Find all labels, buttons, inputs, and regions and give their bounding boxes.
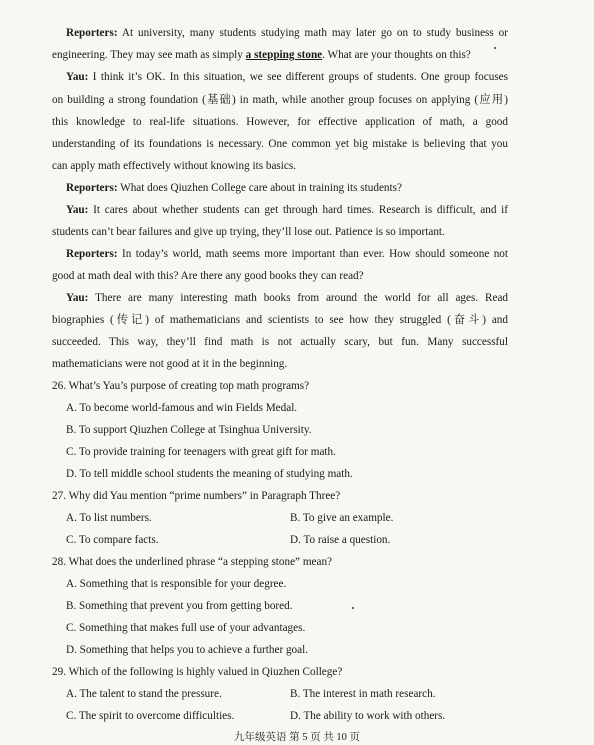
answer-option[interactable]: D. The ability to work with others. — [290, 710, 446, 722]
paragraph-line — [66, 204, 508, 217]
paragraph-line: students can’t bear failures and give up trying, they’ll lose out. Patience is so important. — [52, 226, 445, 238]
speaker-label: Reporters: — [66, 27, 118, 39]
answer-option[interactable]: A. The talent to stand the pressure. — [66, 688, 222, 700]
paragraph-text: At university, many students studying math may later go on to study business or — [117, 27, 508, 39]
answer-option[interactable]: B. To support Qiuzhen College at Tsinghua University. — [66, 424, 312, 436]
paragraph-line — [66, 248, 508, 261]
answer-option[interactable]: C. To provide training for teenagers with great gift for math. — [66, 446, 336, 458]
paragraph-text: In today’s world, math seems more important than ever. How should someone not — [117, 248, 508, 260]
paragraph-line: good at math deal with this? Are there any good books they can read? — [52, 270, 364, 282]
question-stem: 28. What does the underlined phrase “a stepping stone” mean? — [52, 556, 333, 568]
paragraph-line — [66, 182, 508, 195]
speaker-label: Yau: — [66, 292, 89, 304]
answer-option[interactable]: B. Something that prevent you from getting bored. — [66, 600, 293, 612]
paragraph-line: biographies (传记) of mathematicians and scientists to see how they struggled (奋斗) and — [52, 314, 508, 326]
answer-option[interactable]: C. The spirit to overcome difficulties. — [66, 710, 235, 722]
paragraph-line: can apply math effectively without knowing its basics. — [52, 160, 296, 172]
answer-option-row — [66, 512, 508, 525]
answer-option[interactable]: D. Something that helps you to achieve a further goal. — [66, 644, 309, 656]
answer-option[interactable]: C. Something that makes full use of your advantages. — [66, 622, 306, 634]
paragraph-line: succeeded. This way, they’ll find math is not actually scary, but fun. Many successful — [52, 336, 508, 348]
paragraph-text: I think it’s OK. In this situation, we see different groups of students. One group focuses — [88, 71, 508, 83]
page-footer: 九年级英语 第 5 页 共 10 页 — [234, 732, 360, 743]
answer-option[interactable]: D. To raise a question. — [290, 534, 391, 546]
speaker-label: Reporters: — [66, 248, 118, 260]
paragraph-line — [66, 27, 508, 40]
answer-option[interactable]: A. To become world-famous and win Fields Medal. — [66, 402, 298, 414]
speaker-label: Yau: — [66, 204, 89, 216]
answer-option[interactable]: B. To give an example. — [290, 512, 394, 524]
scan-speck — [352, 607, 354, 609]
answer-option-row — [66, 710, 508, 723]
paragraph-text: . What are your thoughts on this? — [322, 49, 471, 61]
answer-option[interactable]: D. To tell middle school students the meaning of studying math. — [66, 468, 353, 480]
paragraph-line — [52, 49, 508, 62]
answer-option[interactable]: A. To list numbers. — [66, 512, 152, 524]
speaker-label: Yau: — [66, 71, 89, 83]
paragraph-text: There are many interesting math books from around the world for all ages. Read — [88, 292, 508, 304]
paragraph-line: on building a strong foundation (基础) in math, while another group focuses on applying (应用) — [52, 94, 508, 106]
answer-option-row — [66, 534, 508, 547]
paragraph-line: mathematicians were not good at it in the beginning. — [52, 358, 288, 370]
scan-speck — [494, 47, 496, 49]
question-stem: 27. Why did Yau mention “prime numbers” in Paragraph Three? — [52, 490, 341, 502]
paragraph-text: It cares about whether students can get through hard times. Research is difficult, and if — [88, 204, 508, 216]
answer-option-row — [66, 688, 508, 701]
paragraph-text: engineering. They may see math as simply — [52, 49, 246, 61]
answer-option[interactable]: B. The interest in math research. — [290, 688, 436, 700]
paragraph-line — [66, 292, 508, 305]
speaker-label: Reporters: — [66, 182, 118, 194]
paragraph-line: understanding of its foundations is necessary. One common yet big mistake is believing that you — [52, 138, 508, 150]
paragraph-line: this knowledge to real-life situations. However, for effective application of math, a good — [52, 116, 508, 128]
question-stem: 26. What’s Yau’s purpose of creating top math programs? — [52, 380, 310, 392]
paragraph-text: What does Qiuzhen College care about in training its students? — [117, 182, 402, 194]
question-stem: 29. Which of the following is highly valued in Qiuzhen College? — [52, 666, 343, 678]
paragraph-line — [66, 71, 508, 84]
underlined-phrase: a stepping stone — [245, 49, 323, 61]
answer-option[interactable]: C. To compare facts. — [66, 534, 159, 546]
answer-option[interactable]: A. Something that is responsible for your degree. — [66, 578, 287, 590]
